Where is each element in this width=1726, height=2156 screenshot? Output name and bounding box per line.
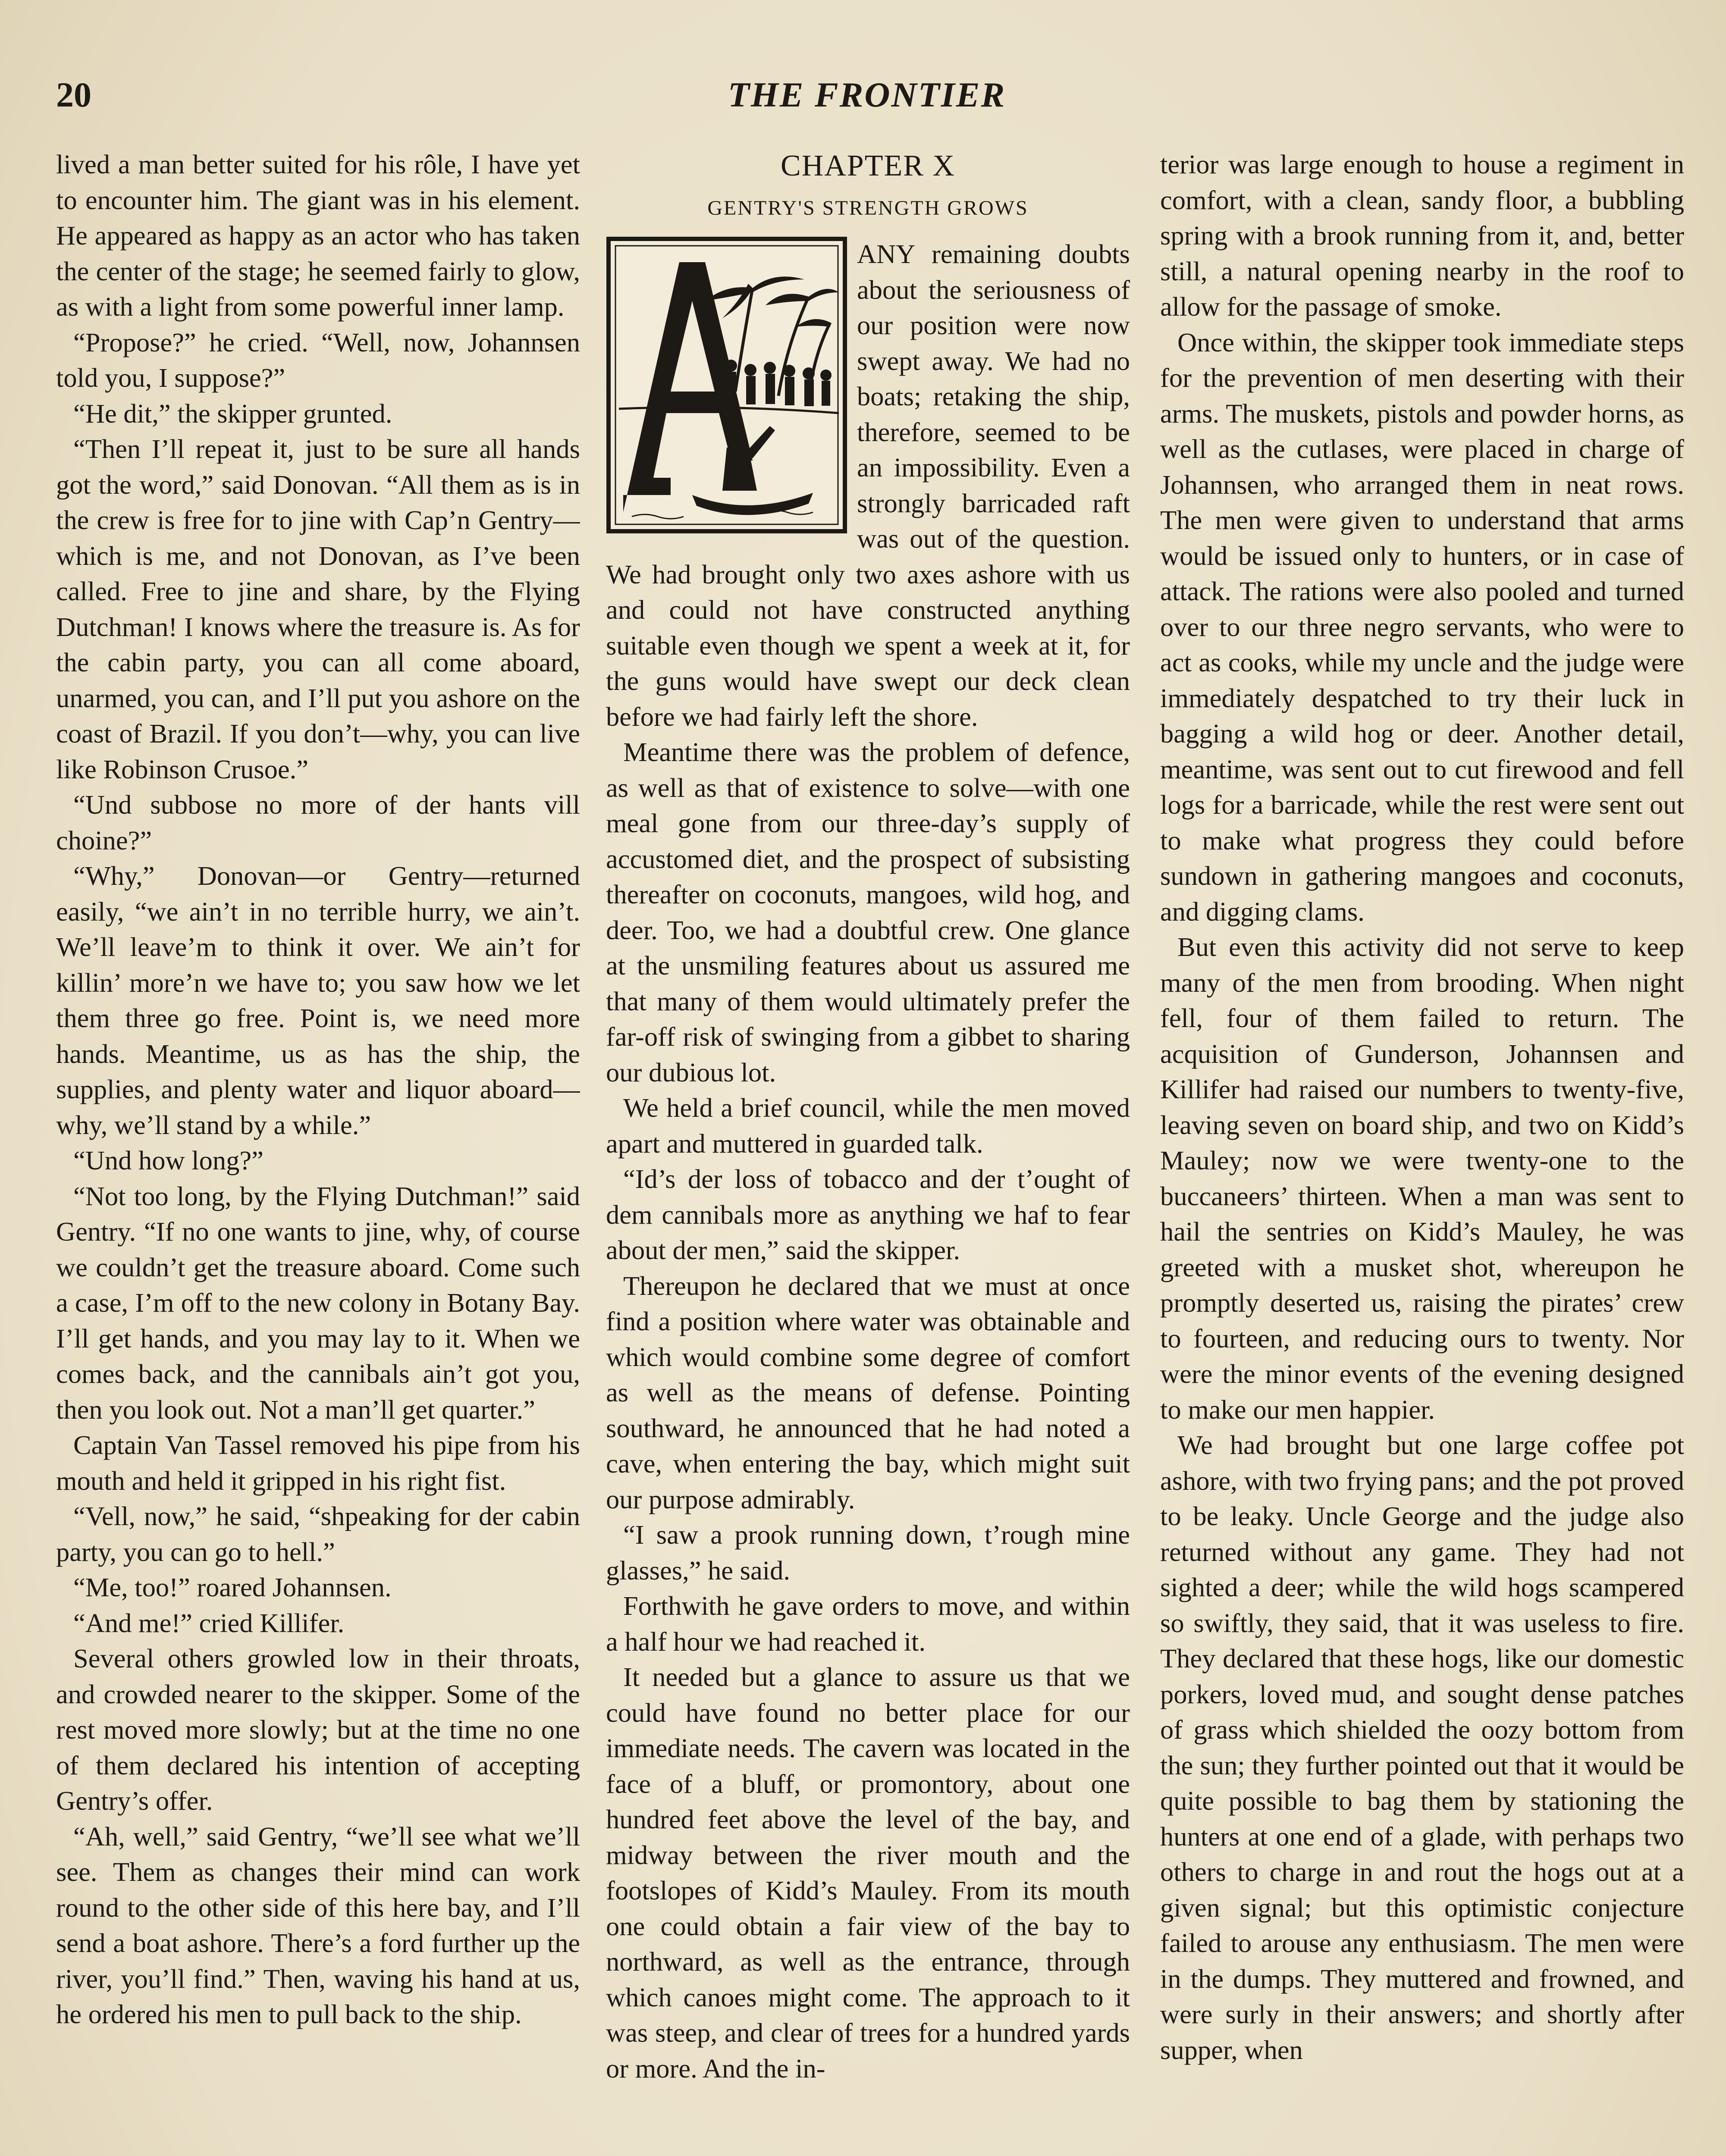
paragraph: “Ah, well,” said Gentry, “we’ll see what we’ll see. Them as changes their mind can work round to the other side of this here bay, and I’ll send a boat ashore. There’s a ford further up the river, you’ll find.” Then, waving his hand at us, he ordered his men to pull back to the ship. (56, 1821, 580, 2029)
paragraph: “Vell, now,” he said, “shpeaking for der cabin party, you can go to hell.” (56, 1501, 580, 1567)
paragraph: “And me!” cried Killifer. (73, 1608, 345, 1638)
paragraph: Several others growled low in their throats, and crowded nearer to the skipper. Some of the rest moved more slowly; but at the time no one of them declared his intention of accepting Gentry’s offer. (56, 1643, 580, 1816)
paragraph: Forthwith he gave orders to move, and within a half hour we had reached it. (606, 1591, 1130, 1657)
paragraph: “I saw a prook running down, t’rough mine glasses,” he said. (606, 1520, 1130, 1586)
paragraph: Captain Van Tassel removed his pipe from his mouth and held it gripped in his right fist. (56, 1430, 580, 1496)
text-column-middle (606, 147, 1130, 2156)
paragraph: We held a brief council, while the men moved apart and muttered in guarded talk. (606, 1093, 1130, 1159)
paragraph: “Propose?” he cried. “Well, now, Johannsen told you, I suppose?” (56, 327, 580, 393)
paragraph: terior was large enough to house a regiment in comfort, with a clean, sandy floor, a bubbling spring with a brook running from it, and, better still, a natural opening nearby in the roof to allow for the passage of smoke. (1160, 149, 1684, 322)
chapter-title: CHAPTER X (781, 149, 955, 182)
paragraph: It needed but a glance to assure us that we could have found no better place for our immediate needs. The cavern was located in the face of a bluff, or promontory, about one hundred feet above the level of the bay, and midway between the river mouth and the footslopes of Kidd’s Mauley. From its mouth one could obtain a fair view of the bay to northward, as well as the entrance, through which canoes might come. The approach to it was steep, and clear of trees for a hundred yards or more. And the in- (606, 1662, 1130, 2084)
paragraph: Meantime there was the problem of defence, as well as that of existence to solve—with one meal gone from our three-day’s supply of accustomed diet, and the prospect of subsisting thereafter on coconuts, mangoes, wild hog, and deer. Too, we had a doubtful crew. One glance at the unsmiling features about us assured me that many of them would ultimately prefer the far-off risk of swinging from a gibbet to sharing our dubious lot. (606, 737, 1130, 1087)
drop-cap-letter-a-icon (606, 236, 847, 534)
page-header (56, 71, 1678, 123)
paragraph: Thereupon he declared that we must at once find a position where water was obtainable and which would combine some degree of comfort as well as the means of defense. Pointing southward, he announced that he had noted a cave, when entering the bay, which might suit our purpose admirably. (606, 1270, 1130, 1514)
text-column-left (56, 147, 580, 2156)
paragraph: “Why,” Donovan—or Gentry—returned easily, “we ain’t in no terrible hurry, we ain’t. We’ll leave’m to think it over. We ain’t for killin’ more’n we have to; you saw how we let them three go free. Point is, we need more hands. Meantime, us as has the ship, the supplies, and plenty water and liquor aboard—why, we’ll stand by a while.” (56, 861, 580, 1140)
drop-cap-illustration (606, 236, 847, 534)
paragraph: “Id’s der loss of tobacco and der t’ought of dem cannibals more as anything we haf to fear about der men,” said the skipper. (606, 1164, 1130, 1265)
paragraph: “Not too long, by the Flying Dutchman!” said Gentry. “If no one wants to jine, why, of course we couldn’t get the treasure aboard. Come such a case, I’m off to the new colony in Botany Bay. I’ll get hands, and you may lay to it. When we comes back, and the cannibals ain’t got you, then you look out. Not a man’ll get quarter.” (56, 1181, 580, 1425)
paragraph: “He dit,” the skipper grunted. (73, 398, 392, 429)
page-number: 20 (56, 75, 91, 114)
paragraph: But even this activity did not serve to keep many of the men from brooding. When night fell, four of them failed to return. The acquisition of Gunderson, Johannsen and Killifer had raised our numbers to twenty-five, leaving seven on board ship, and two on Kidd’s Mauley; now we were twenty-one to the buccaneers’ thirteen. When a man was sent to hail the sentries on Kidd’s Mauley, he was greeted with a musket shot, whereupon he promptly deserted us, raising the pirates’ crew to fourteen, and reducing ours to twenty. Nor were the minor events of the evening designed to make our men happier. (1160, 932, 1684, 1425)
paragraph: ANY remaining doubts about the seriousness of our position were now swept away. We had no boats; retaking the ship, therefore, seemed to be an impossibility. Even a strongly barricaded raft was out of the question. We had brought only two axes ashore with us and could not have constructed anything suitable even though we spent a week at it, for the guns would have swept our deck clean before we had fairly left the shore. (606, 239, 1130, 732)
paragraph: lived a man better suited for his rôle, I have yet to encounter him. The giant was in his element. He appeared as happy as an actor who has taken the center of the stage; he seemed fairly to glow, as with a light from some powerful inner lamp. (56, 149, 580, 322)
paragraph: We had brought but one large coffee pot ashore, with two frying pans; and the pot proved to be leaky. Uncle George and the judge also returned without any game. They had not sighted a deer; while the wild hogs scampered so swiftly, they said, that it was useless to fire. They declared that these hogs, like our domestic porkers, loved mud, and sought dense patches of grass which shielded the oozy bottom from the sun; they further pointed out that it would be quite possible to bag them by stationing the hunters at one end of a glade, with perhaps two others to charge in and rout the hogs out at a given signal; but this optimistic conjecture failed to arouse any enthusiasm. The men were in the dumps. They muttered and frowned, and were surly in their answers; and shortly after supper, when (1160, 1430, 1684, 2065)
paragraph: “Und subbose no more of der hants vill choine?” (56, 790, 580, 856)
paragraph: “Und how long?” (73, 1145, 264, 1175)
paragraph: “Me, too!” roared Johannsen. (73, 1572, 392, 1602)
running-title: THE FRONTIER (728, 75, 1006, 114)
chapter-subtitle: GENTRY'S STRENGTH GROWS (707, 197, 1029, 219)
paragraph: Once within, the skipper took immediate steps for the prevention of men deserting with their arms. The muskets, pistols and powder horns, as well as the cutlases, were placed in charge of Johannsen, who arranged them in neat rows. The men were given to understand that arms would be issued only to hunters, or in case of attack. The rations were also pooled and turned over to our three negro servants, who were to act as cooks, while my uncle and the judge were immediately despatched to try their luck in bagging a wild hog or deer. Another detail, meantime, was sent out to cut firewood and fell logs for a barricade, while the rest were sent out to make what progress they could before sundown in gathering mangoes and coconuts, and digging clams. (1160, 327, 1684, 927)
text-column-right (1160, 147, 1684, 2156)
paragraph: “Then I’ll repeat it, just to be sure all hands got the word,” said Donovan. “All them as is in the crew is free for to jine with Cap’n Gentry—which is me, and not Donovan, as I’ve been called. Free to jine and share, by the Flying Dutchman! I knows where the treasure is. As for the cabin party, you can all come aboard, unarmed, you can, and I’ll put you ashore on the coast of Brazil. If you don’t—why, you can live like Robinson Crusoe.” (56, 434, 580, 784)
